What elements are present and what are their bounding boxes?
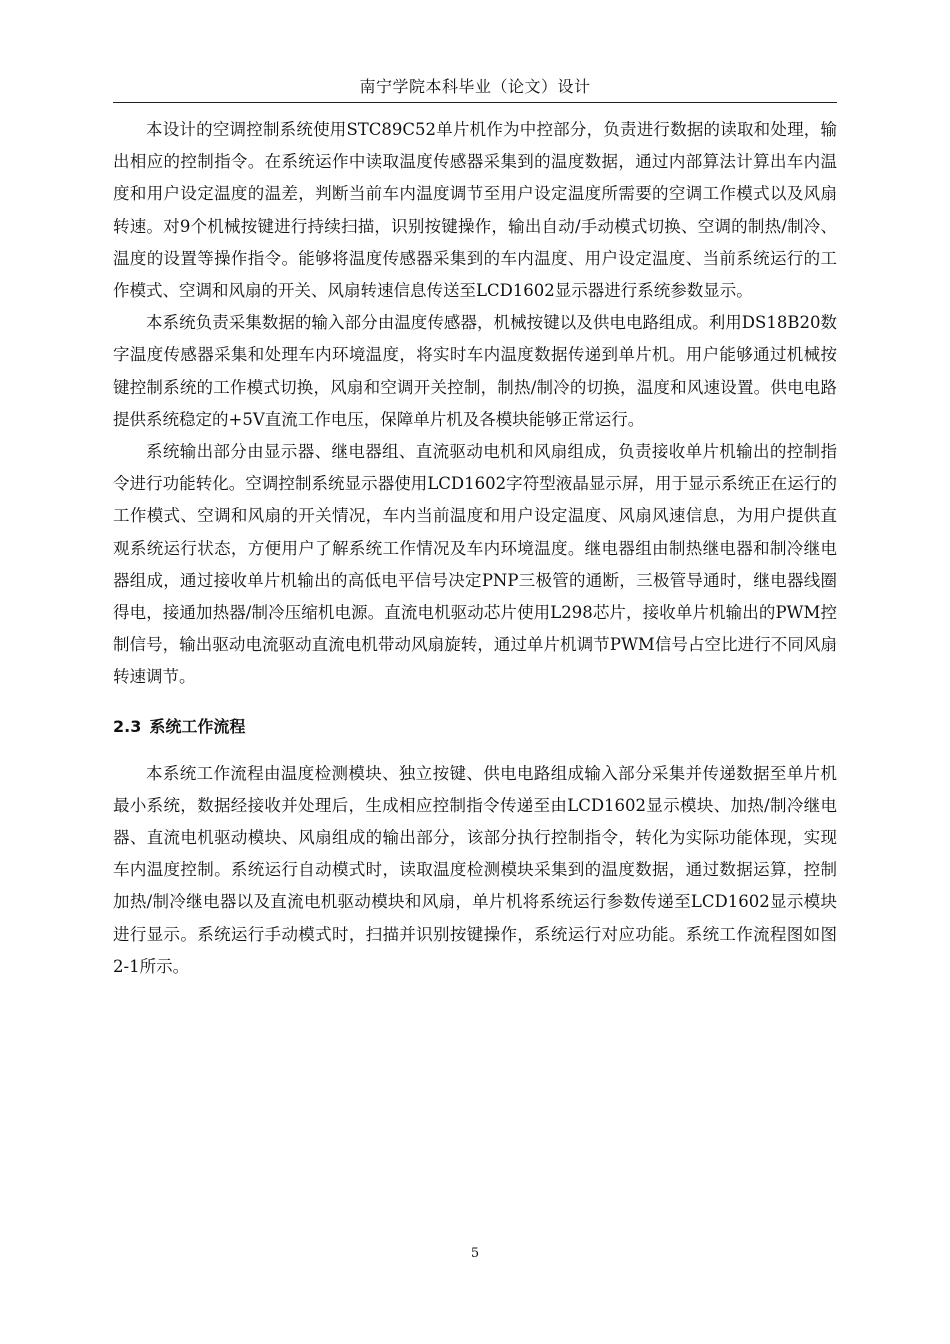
header-title: 南宁学院本科毕业（论文）设计 — [359, 77, 591, 96]
body-paragraph-1: 本设计的空调控制系统使用STC89C52单片机作为中控部分，负责进行数据的读取和处理，输出相应的控制指令。在系统运作中读取温度传感器采集到的温度数据，通过内部算法计算出车内温度和用户设定温度的温差，判断当前车内温度调节至用户设定温度所需要的空调工作模式以及风扇转速。对9个机械按键进行持续扫描，识别按键操作，输出自动/手动模式切换、空调的制热/制冷、温度的设置等操作指令。能够将温度传感器采集到的车内温度、用户设定温度、当前系统运行的工作模式、空调和风扇的开关、风扇转速信息传送至LCD1602显示器进行系统参数显示。 — [113, 120, 837, 301]
body-paragraph-3: 系统输出部分由显示器、继电器组、直流驱动电机和风扇组成，负责接收单片机输出的控制指令进行功能转化。空调控制系统显示器使用LCD1602字符型液晶显示屏，用于显示系统正在运行的工作模式、空调和风扇的开关情况，车内当前温度和用户设定温度、风扇风速信息，为用户提供直观系统运行状态，方便用户了解系统工作情况及车内环境温度。继电器组由制热继电器和制冷继电器组成，通过接收单片机输出的高低电平信号决定PNP三极管的通断，三极管导通时，继电器线圈得电，接通加热器/制冷压缩机电源。直流电机驱动芯片使用L298芯片，接收单片机输出的PWM控制信号，输出驱动电流驱动直流电机带动风扇旋转，通过单片机调节PWM信号占空比进行不同风扇转速调节。 — [113, 442, 837, 687]
section-number: 2.3 — [113, 716, 142, 736]
page-header — [113, 72, 837, 103]
document-body — [113, 114, 837, 983]
section-paragraph-1: 本系统工作流程由温度检测模块、独立按键、供电电路组成输入部分采集并传递数据至单片机最小系统，数据经接收并处理后，生成相应控制指令传递至由LCD1602显示模块、加热/制冷继电器、直流电机驱动模块、风扇组成的输出部分，该部分执行控制指令，转化为实际功能体现，实现车内温度控制。系统运行自动模式时，读取温度检测模块采集到的温度数据，通过数据运算，控制加热/制冷继电器以及直流电机驱动模块和风扇，单片机将系统运行参数传递至LCD1602显示模块进行显示。系统运行手动模式时，扫描并识别按键操作，系统运行对应功能。系统工作流程图如图2-1所示。 — [113, 763, 837, 976]
body-paragraph-2: 本系统负责采集数据的输入部分由温度传感器，机械按键以及供电电路组成。利用DS18B20数字温度传感器采集和处理车内环境温度，将实时车内温度数据传递到单片机。用户能够通过机械按键控制系统的工作模式切换，风扇和空调开关控制，制热/制冷的切换，温度和风速设置。供电电路提供系统稳定的+5V直流工作电压，保障单片机及各模块能够正常运行。 — [113, 313, 837, 429]
section-heading — [113, 711, 837, 743]
page-number: 5 — [470, 1246, 480, 1261]
section-title: 系统工作流程 — [149, 716, 246, 736]
